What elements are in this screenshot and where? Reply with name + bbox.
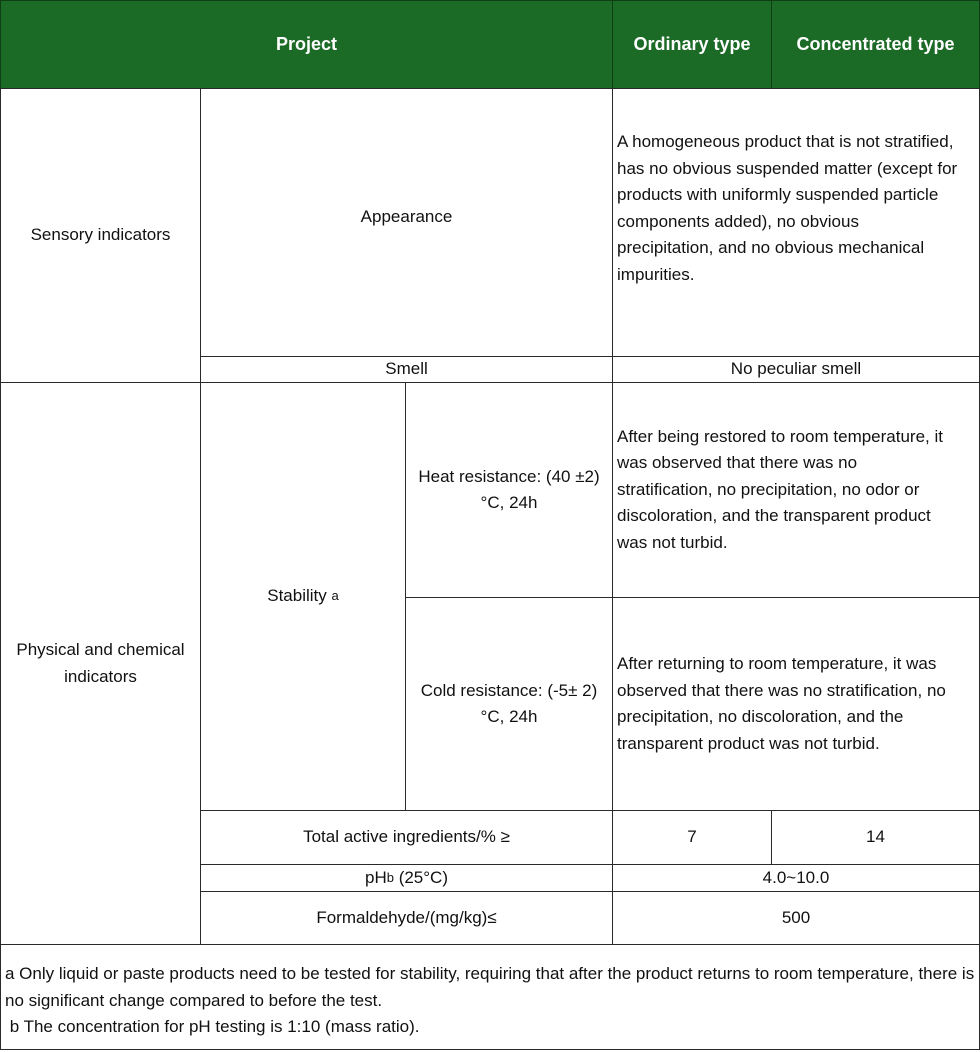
sensory-indicators-cell: Sensory indicators <box>0 88 201 383</box>
stability-cell <box>200 382 406 811</box>
heat-resistance-cell: Heat resistance: (40 ±2)°C, 24h <box>405 382 613 598</box>
footnotes <box>0 944 980 1050</box>
appearance-value-cell: A homogeneous product that is not stratified, has no obvious suspended matter (except for products with uniformly suspended particle components added), no obvious precipitation, and no obvious mechanical impurities. <box>612 88 980 357</box>
total-active-ingredients-cell: Total active ingredients/% ≥ <box>200 810 613 865</box>
ph-condition: (25°C) <box>393 867 448 887</box>
cold-resistance-cell: Cold resistance: (-5± 2)°C, 24h <box>405 597 613 811</box>
footnote-a: a Only liquid or paste products need to be tested for stability, requiring that after the product returns to room temperature, there is no significant change compared to before the test. <box>5 964 975 1010</box>
formaldehyde-cell: Formaldehyde/(mg/kg)≤ <box>200 891 613 945</box>
stability-label: Stability <box>267 586 327 606</box>
header-ordinary-type: Ordinary type <box>612 0 772 89</box>
physical-chemical-indicators-cell: Physical and chemical indicators <box>0 382 201 945</box>
ph-value-cell: 4.0~10.0 <box>612 864 980 892</box>
stability-footnote-marker: a <box>331 588 339 604</box>
smell-cell: Smell <box>200 356 613 383</box>
header-project: Project <box>0 0 613 89</box>
heat-resistance-value-cell: After being restored to room temperature, it was observed that there was no stratification, no precipitation, no odor or discoloration, and the transparent product was not turbid. <box>612 382 980 598</box>
appearance-cell: Appearance <box>200 88 613 357</box>
total-concentrated-value: 14 <box>771 810 980 865</box>
cold-resistance-value-cell: After returning to room temperature, it was observed that there was no stratification, no precipitation, no discoloration, and the transparent product was not turbid. <box>612 597 980 811</box>
footnote-b: b The concentration for pH testing is 1:10 (mass ratio). <box>5 1017 420 1036</box>
total-ordinary-value: 7 <box>612 810 772 865</box>
ph-footnote-marker: b <box>386 869 394 885</box>
header-concentrated-type: Concentrated type <box>771 0 980 89</box>
ph-label: pH <box>365 867 387 887</box>
ph-cell <box>200 864 613 892</box>
formaldehyde-value-cell: 500 <box>612 891 980 945</box>
smell-value-cell: No peculiar smell <box>612 356 980 383</box>
